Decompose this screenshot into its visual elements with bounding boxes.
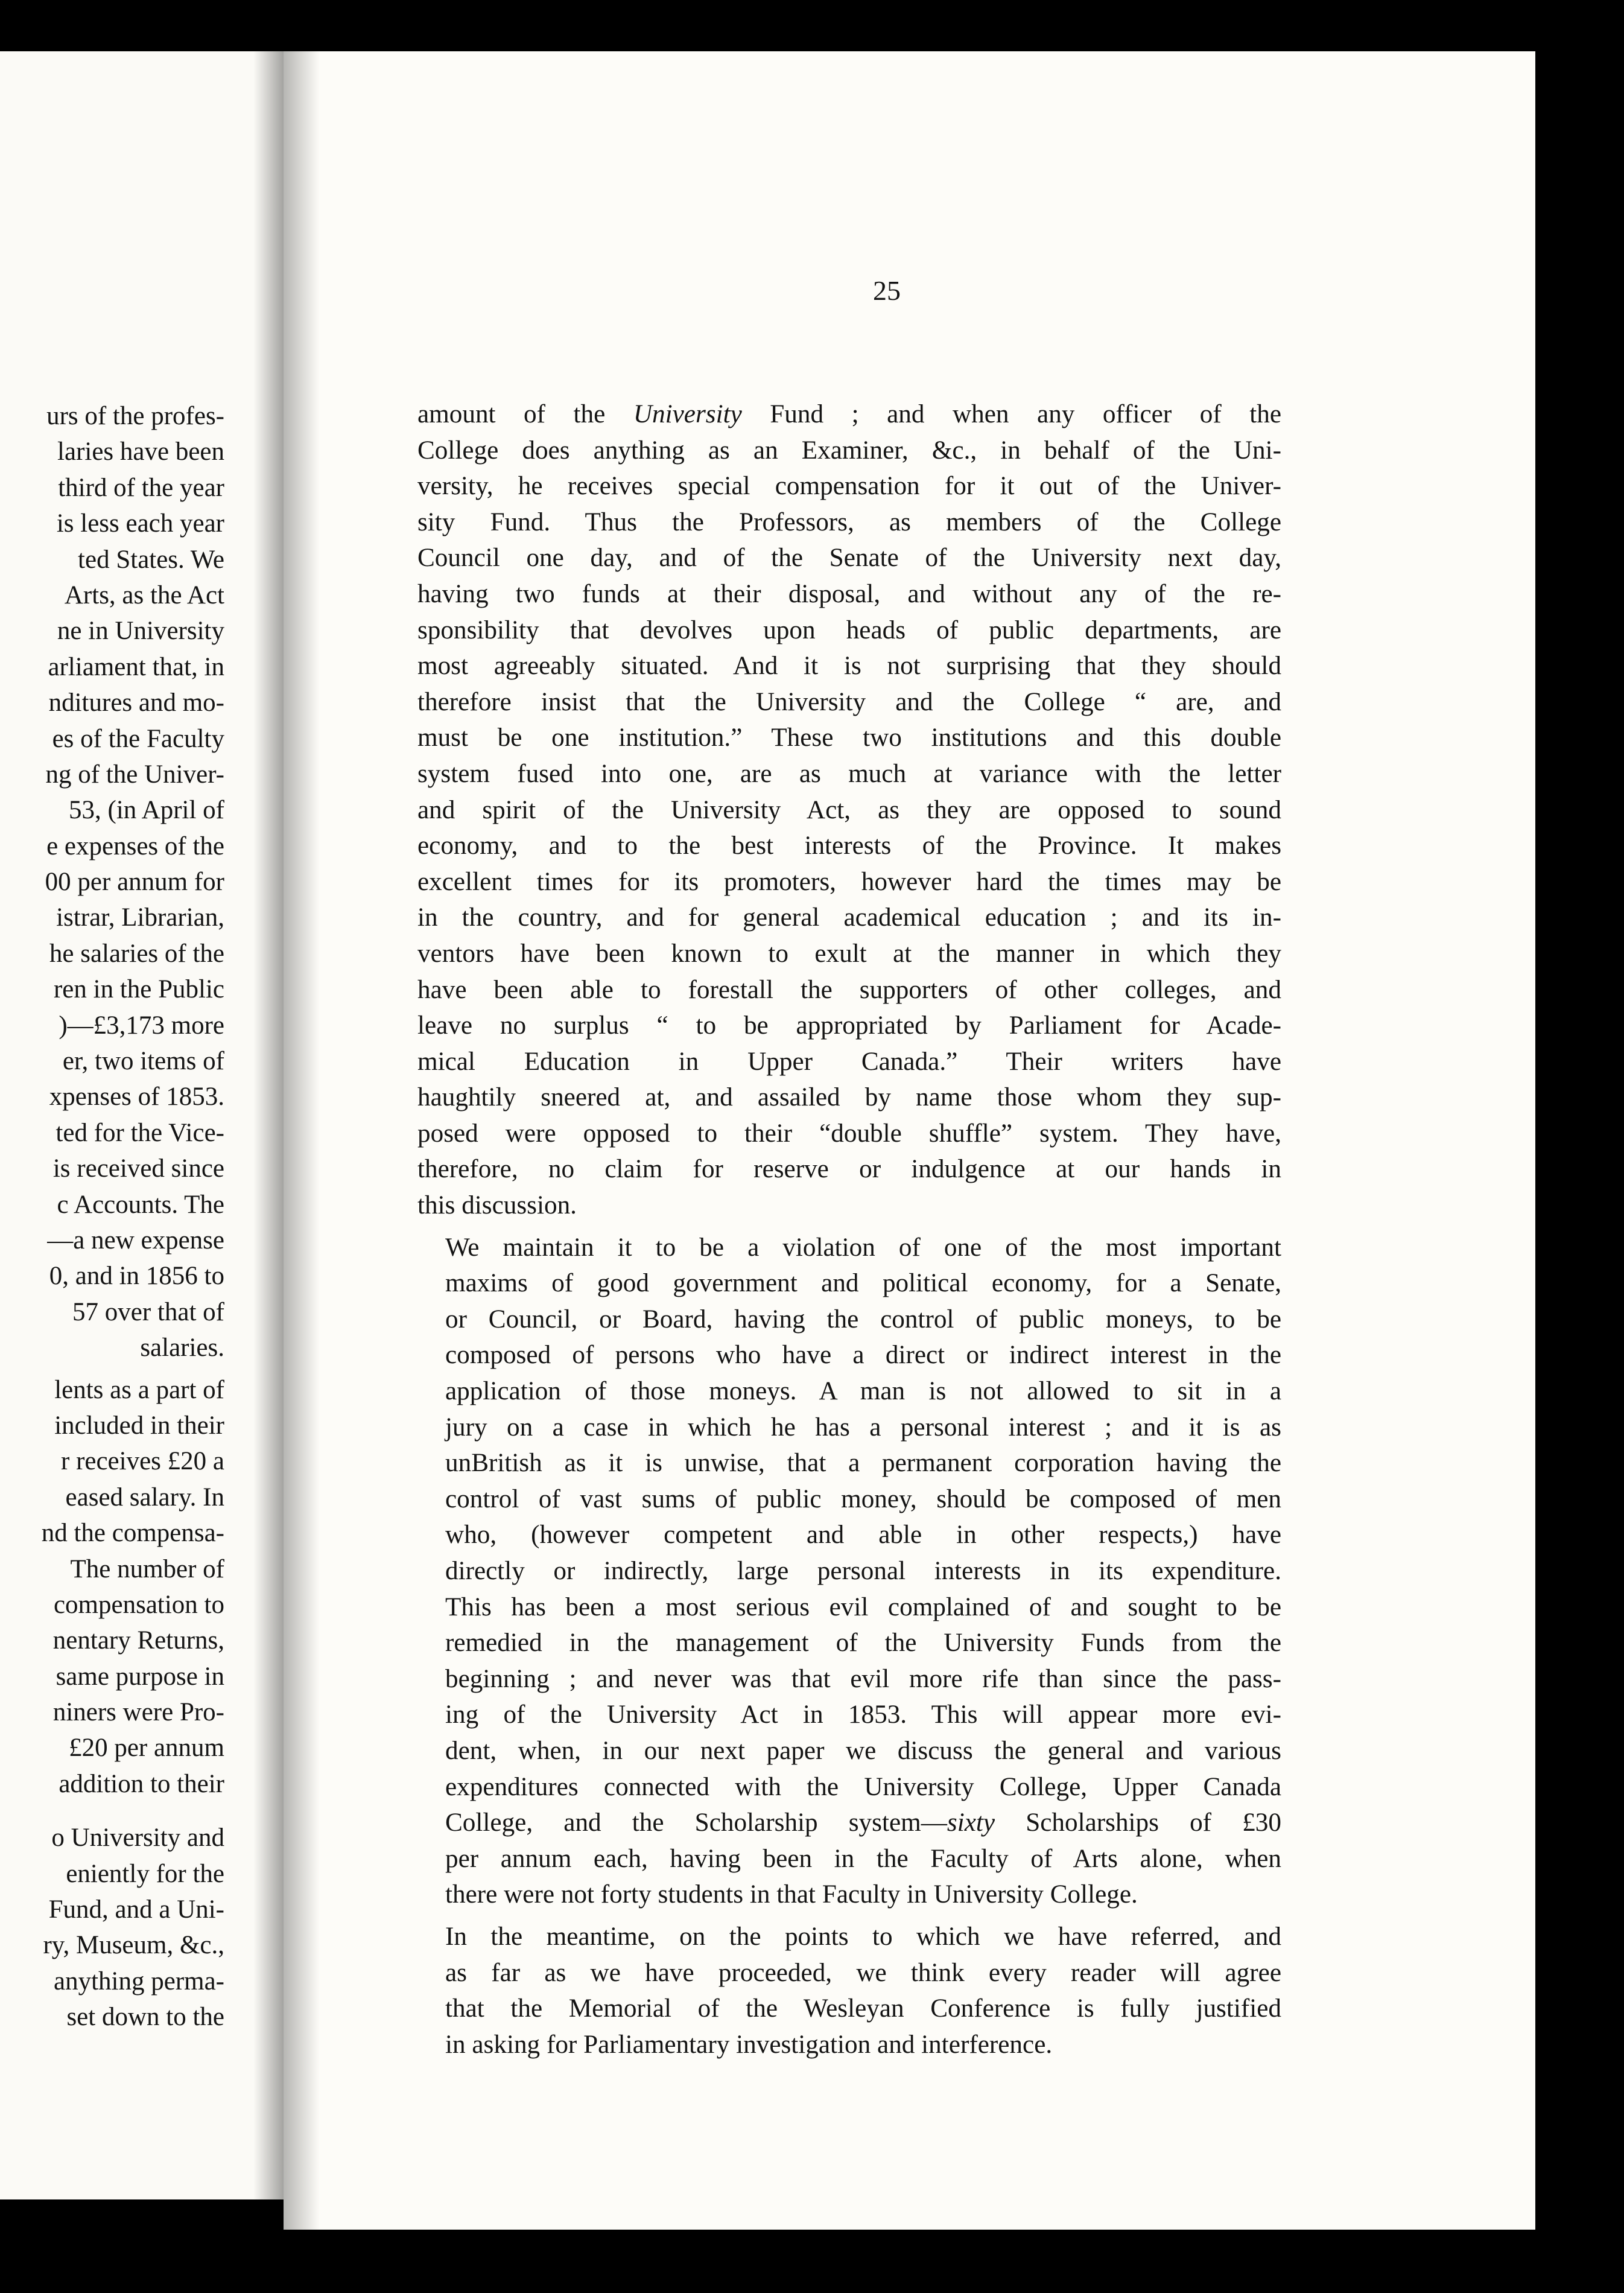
text-line: arliament that, in xyxy=(48,652,224,681)
text-line: as far as we have proceeded, we think every reader will agree xyxy=(445,1958,1281,1987)
text-line: ted for the Vice- xyxy=(56,1118,224,1147)
text-line: he salaries of the xyxy=(49,939,224,968)
text-line: nentary Returns, xyxy=(52,1626,224,1655)
text-line: salaries. xyxy=(140,1334,224,1363)
text-line: sponsibility that devolves upon heads of public departments, are xyxy=(417,615,1281,644)
text-line: r receives £20 a xyxy=(61,1447,224,1476)
text-line: ry, Museum, &c., xyxy=(43,1931,224,1960)
text-line: e expenses of the xyxy=(46,832,224,860)
text-line: ng of the Univer- xyxy=(45,760,224,789)
text-line: is received since xyxy=(52,1154,224,1183)
text-line: that the Memorial of the Wesleyan Conference is fully justified xyxy=(445,1994,1281,2023)
text-line: therefore insist that the University and the College “ are, and xyxy=(417,687,1281,716)
text-line: eniently for the xyxy=(66,1859,224,1888)
text-line: College does anything as an Examiner, &c., in behalf of the Uni- xyxy=(417,436,1281,465)
text-line: mical Education in Upper Canada.” Their writers have xyxy=(417,1047,1281,1076)
text-line: must be one institution.” These two institutions and this double xyxy=(417,724,1281,752)
text-line: leave no surplus “ to be appropriated by Parliament for Acade- xyxy=(417,1011,1281,1040)
text-line: addition to their xyxy=(59,1769,224,1798)
text-line: ne in University xyxy=(57,617,224,646)
text-line: most agreeably situated. And it is not surprising that they should xyxy=(417,652,1281,681)
text-line: dent, when, in our next paper we discuss the general and various xyxy=(445,1736,1281,1765)
text-line: Arts, as the Act xyxy=(64,580,224,609)
text-line: remedied in the management of the University Funds from the xyxy=(445,1629,1281,1658)
text-line: niners were Pro- xyxy=(52,1698,224,1727)
text-line: is less each year xyxy=(56,509,224,538)
text-line: maxims of good government and political economy, for a Senate, xyxy=(445,1269,1281,1298)
gutter-shadow xyxy=(284,51,320,2230)
text-line: or Council, or Board, having the control of public moneys, to be xyxy=(445,1305,1281,1334)
text-line: posed were opposed to their “double shuffle” system. They have, xyxy=(417,1119,1281,1148)
text-line: composed of persons who have a direct or indirect interest in the xyxy=(445,1341,1281,1370)
text-line: beginning ; and never was that evil more rife than since the pass- xyxy=(445,1664,1281,1693)
text-line: Fund, and a Uni- xyxy=(48,1895,224,1924)
text-line: ing of the University Act in 1853. This will appear more evi- xyxy=(445,1700,1281,1729)
text-line: economy, and to the best interests of the Province. It makes xyxy=(417,832,1281,860)
text-line: per annum each, having been in the Faculty of Arts alone, when xyxy=(445,1844,1281,1873)
text-line: ventors have been known to exult at the manner in which they xyxy=(417,939,1281,968)
text-line: )—£3,173 more xyxy=(59,1011,224,1040)
text-line: have been able to forestall the supporters of other colleges, and xyxy=(417,975,1281,1004)
text-line: system fused into one, are as much at variance with the letter xyxy=(417,759,1281,788)
text-line: directly or indirectly, large personal interests in its expenditure. xyxy=(445,1557,1281,1585)
text-line: nditures and mo- xyxy=(48,689,224,717)
text-line: This has been a most serious evil complained of and sought to be xyxy=(445,1592,1281,1621)
text-line: anything perma- xyxy=(54,1967,224,1996)
text-line: In the meantime, on the points to which we have referred, and xyxy=(445,1922,1281,1951)
current-page xyxy=(284,51,1535,2230)
text-line: ren in the Public xyxy=(53,975,224,1004)
text-line: haughtily sneered at, and assailed by name those whom they sup- xyxy=(417,1083,1281,1112)
text-line: this discussion. xyxy=(417,1191,577,1220)
paragraph xyxy=(417,1230,1281,1913)
text-line: We maintain it to be a violation of one of the most important xyxy=(445,1233,1281,1262)
text-line: compensation to xyxy=(53,1590,224,1619)
text-line: 0, and in 1856 to xyxy=(49,1262,224,1291)
text-line: —a new expense xyxy=(47,1226,224,1255)
text-line: control of vast sums of public money, should be composed of men xyxy=(445,1484,1281,1513)
text-line: urs of the profes- xyxy=(46,402,224,430)
text-line: 00 per annum for xyxy=(45,868,224,897)
text-line: £20 per annum xyxy=(69,1734,224,1763)
text-line: amount of the University Fund ; and when any officer of the xyxy=(417,400,1281,428)
text-line: College, and the Scholarship system—sixty Scholarships of £30 xyxy=(445,1808,1281,1837)
text-line: included in their xyxy=(54,1411,224,1440)
text-line: who, (however competent and able in other respects,) have xyxy=(445,1521,1281,1550)
text-line: lents as a part of xyxy=(54,1375,224,1404)
previous-page-text xyxy=(0,398,224,2035)
text-line: expenditures connected with the University College, Upper Canada xyxy=(445,1772,1281,1801)
text-line: in the country, and for general academical education ; and its in- xyxy=(417,903,1281,932)
text-line: The number of xyxy=(70,1554,224,1583)
text-line: application of those moneys. A man is not allowed to sit in a xyxy=(445,1377,1281,1406)
paragraph xyxy=(417,396,1281,1224)
text-line: eased salary. In xyxy=(65,1483,224,1512)
body-text xyxy=(417,396,1281,2062)
text-line: sity Fund. Thus the Professors, as members of the College xyxy=(417,507,1281,536)
text-line: 57 over that of xyxy=(72,1297,224,1326)
text-line: er, two items of xyxy=(62,1047,224,1076)
text-line: laries have been xyxy=(57,437,224,466)
text-line: jury on a case in which he has a personal interest ; and it is as xyxy=(445,1413,1281,1442)
text-line: nd the compensa- xyxy=(41,1519,224,1548)
text-line: versity, he receives special compensation for it out of the Univer- xyxy=(417,472,1281,501)
text-line: unBritish as it is unwise, that a permanent corporation having the xyxy=(445,1449,1281,1478)
text-line: excellent times for its promoters, however hard the times may be xyxy=(417,867,1281,896)
text-line: Council one day, and of the Senate of the University next day, xyxy=(417,544,1281,573)
text-line: same purpose in xyxy=(56,1662,224,1691)
text-line: and spirit of the University Act, as they are opposed to sound xyxy=(417,795,1281,824)
text-line: third of the year xyxy=(58,473,224,502)
text-line: ted States. We xyxy=(78,545,224,574)
text-line: 53, (in April of xyxy=(69,796,224,825)
text-line: having two funds at their disposal, and without any of the re- xyxy=(417,579,1281,608)
text-line: there were not forty students in that Faculty in University College. xyxy=(445,1880,1138,1909)
text-line: therefore, no claim for reserve or indulgence at our hands in xyxy=(417,1155,1281,1184)
text-line: o University and xyxy=(51,1824,224,1853)
text-line: c Accounts. The xyxy=(57,1190,224,1219)
text-line: istrar, Librarian, xyxy=(56,903,224,932)
text-line: set down to the xyxy=(66,2003,224,2032)
text-line: in asking for Parliamentary investigation and interference. xyxy=(445,2030,1053,2059)
page-number: 25 xyxy=(873,275,901,306)
previous-page-fragment xyxy=(0,51,284,2199)
text-line: es of the Faculty xyxy=(52,724,224,753)
text-line: xpenses of 1853. xyxy=(49,1083,224,1112)
paragraph xyxy=(417,1919,1281,2062)
gutter-shadow xyxy=(253,51,284,2199)
